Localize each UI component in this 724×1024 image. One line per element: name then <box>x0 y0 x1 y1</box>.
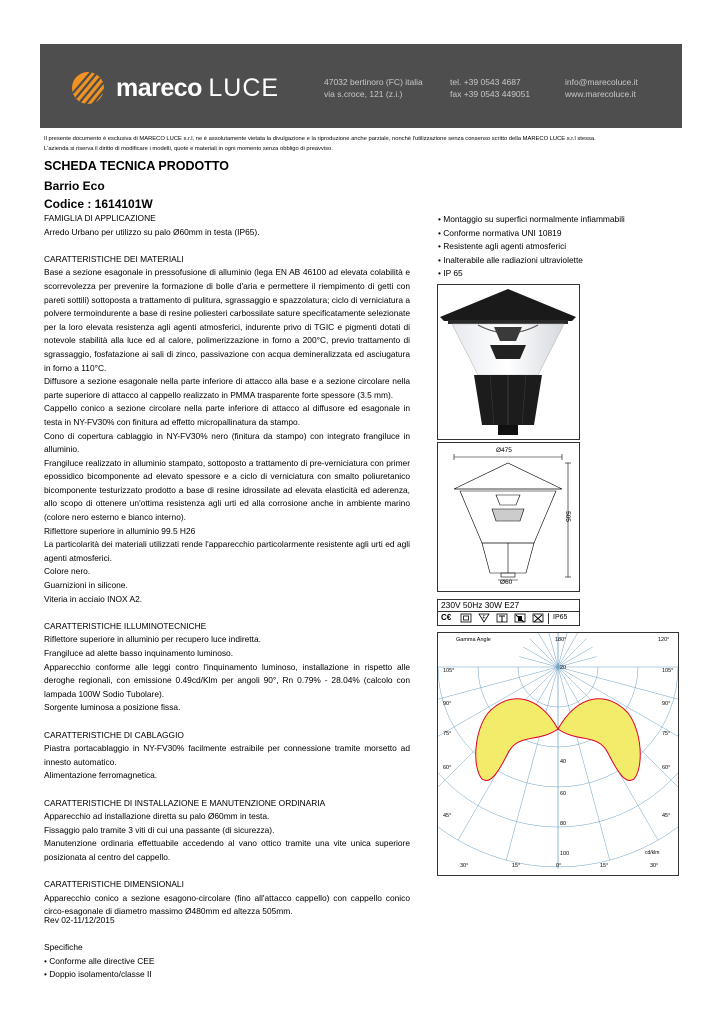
section-text: Frangiluce realizzato in alluminio stampato, sottoposto a trattamento di pre-verniciatura con primer epossidico bicomponente ad elevato spessore e a ciclo di verniciatura con smalto poliuretanico bicomponente testurizzato prodotto a base di resine idrossilate ad elevata elasticità ed aderenza, allo scopo di ottenere un'ottima resistenza agli urti ed alla corrosione anche in ambiente marino (colore nero esterno e bianco interno). <box>44 457 410 523</box>
ce-mark-icon: C€ <box>441 613 452 622</box>
polar-angle-label: 105° <box>443 668 455 674</box>
section-text: Riflettore superiore in alluminio 99.5 H26 <box>44 525 196 536</box>
bottom-angle: 30° <box>460 863 469 869</box>
polar-radial-line <box>519 657 558 667</box>
class-ii-icon <box>460 613 472 623</box>
polar-angle-label: 90° <box>443 701 452 707</box>
polar-angle-label: 75° <box>662 731 671 737</box>
bullet-item: • IP 65 <box>438 268 463 279</box>
dimension-height: 505 <box>563 511 571 522</box>
bullet-item: • Montaggio su superfici normalmente infiammabili <box>438 214 625 224</box>
radial-label: 40 <box>560 759 567 765</box>
section-text: La particolarità dei materiali utilizzati rende l'apparecchio particolarmente resistente agli urti ed agli agenti atmosferici. <box>44 539 410 563</box>
svg-text:F: F <box>482 615 486 621</box>
bullet-item: • Conforme normativa UNI 10819 <box>438 227 562 238</box>
section-title: CARATTERISTICHE DIMENSIONALI <box>44 879 184 890</box>
polar-top-angle: 180° <box>555 637 567 643</box>
email-link[interactable]: info@marecoluce.it <box>565 77 638 87</box>
section-title: CARATTERISTICHE DI CABLAGGIO <box>44 729 184 740</box>
radial-label: 60 <box>560 791 567 797</box>
section-title: CARATTERISTICHE ILLUMINOTECNICHE <box>44 620 207 631</box>
dimension-diameter: Ø475 <box>496 447 512 454</box>
polar-angle-label: 75° <box>443 731 452 737</box>
section-title: CARATTERISTICHE DI INSTALLAZIONE E MANUTENZIONE ORDINARIA <box>44 797 326 808</box>
address-line: 47032 bertinoro (FC) italia <box>324 77 423 87</box>
polar-radial-line <box>506 667 558 860</box>
section-text: Arredo Urbano per utilizzo su palo Ø60mm in testa (IP65). <box>44 226 260 237</box>
section-text: Cappello conico a sezione circolare nella parte inferiore di attacco al diffusore ed esagonale in testa in NY-FV30% con finitura ad effetto micropallinatura da stampo. <box>44 403 410 427</box>
bottom-angle: 0° <box>556 863 562 869</box>
disclaimer-line: Il presente documento è esclusiva di MARECO LUCE s.r.l, ne è assolutamente vietata la divulgazione e la riproduzione anche parziale, nonchè l'utilizzazione senza consenso scritto della MARECO LUCE s.r.l stessa. <box>44 136 596 142</box>
bottom-angle: 15° <box>512 863 521 869</box>
polar-angle-label: 105° <box>662 668 674 674</box>
web-block <box>565 76 638 100</box>
dimension-base: Ø60 <box>500 579 513 586</box>
polar-angle-label: 45° <box>443 813 452 819</box>
section-text: Sorgente luminosa a posizione fissa. <box>44 702 181 713</box>
spec-item: • Conforme alle directive CEE <box>44 955 155 966</box>
section-text: Guarnizioni in silicone. <box>44 580 128 591</box>
section-text: Apparecchio conico a sezione esagono-circolare (fino all'attacco cappello) con cappello conico circo-esagonale di diametro massimo Ø480mm ed altezza 505mm. <box>44 892 410 917</box>
feature-bullets <box>438 213 625 281</box>
polar-diagram <box>437 632 679 876</box>
pole-mount-icon <box>496 613 508 623</box>
polar-angle-label: 90° <box>662 701 671 707</box>
logo-main-text: mareco <box>116 74 202 102</box>
document-heading: SCHEDA TECNICA PRODOTTO <box>44 159 229 173</box>
phone-block <box>450 76 530 100</box>
spec-title: Specifiche <box>44 942 83 953</box>
lamp-drawing-icon <box>438 443 579 591</box>
bottom-angle: 15° <box>600 863 609 869</box>
polar-angle-label: 60° <box>443 765 452 771</box>
company-logo <box>70 68 310 108</box>
section-text: Cono di copertura cablaggio in NY-FV30% nero (finitura da stampo) con integrato frangiluce in alluminio. <box>44 430 410 455</box>
main-text-column <box>44 212 410 919</box>
header-banner <box>40 44 682 128</box>
radial-label: 100 <box>560 851 570 857</box>
phone-line: tel. +39 0543 4687 <box>450 77 521 87</box>
gamma-label: Gamma Angle <box>456 637 491 643</box>
flammable-surface-icon <box>478 613 490 623</box>
fax-line: fax +39 0543 449051 <box>450 89 531 99</box>
footer <box>44 914 154 982</box>
polar-top-angle: 120° <box>658 637 670 643</box>
radial-label: 20 <box>560 665 567 671</box>
product-name: Barrio Eco <box>44 179 105 193</box>
lamp-photo-icon <box>438 285 579 439</box>
section-text: Piastra portacablaggio in NY-FV30% facilmente estraibile per connessione tramite morsetto ad innesto automatico. <box>44 743 410 767</box>
address-block <box>324 76 423 100</box>
logo-sub-text: LUCE <box>208 74 280 102</box>
recycle-icon <box>532 613 544 623</box>
section-text: Manutenzione ordinaria effettuabile accedendo al vano ottico tramite una vite unica superiore posizionata al centro del cappello. <box>44 838 410 862</box>
technical-drawing <box>437 442 580 592</box>
section-text: Riflettore superiore in alluminio per recupero luce indiretta. <box>44 634 261 645</box>
logo-mark-icon <box>70 68 110 108</box>
section-text: Frangiluce ad alette basso inquinamento luminoso. <box>44 648 234 658</box>
ip-rating: IP65 <box>553 614 568 621</box>
section-text: Apparecchio ad installazione diretta su palo Ø60mm in testa. <box>44 811 270 822</box>
radial-label: 80 <box>560 821 567 827</box>
bottom-angle: 30° <box>650 863 659 869</box>
electrical-spec-box <box>437 599 580 626</box>
section-text: Diffusore a sezione esagonale nella parte inferiore di attacco alla base e a sezione circolare nella parte superiore di attacco al cappello realizzato in PMMA trasparente forte spessore (3.5 mm). <box>44 376 410 400</box>
section-text: Fissaggio palo tramite 3 viti di cui una passante (di sicurezza). <box>44 824 275 835</box>
section-text: Apparecchio conforme alle leggi contro l'inquinamento luminoso, installazione in rispetto alle deroghe regionali, con emissione 0.49cd/Klm per angoli 90°, Rn 0.79% - 28.04% (calcolo con lampada 100W Sodio Tubolare). <box>44 661 410 699</box>
polar-grid <box>438 633 678 875</box>
product-code: Codice : 1614101W <box>44 197 153 211</box>
bullet-item: • Resistente agli agenti atmosferici <box>438 241 567 252</box>
section-title: FAMIGLIA DI APPLICAZIONE <box>44 213 156 223</box>
product-photo <box>437 284 580 440</box>
address-line: via s.croce, 121 (z.i.) <box>324 89 403 99</box>
disclaimer-line: L'azienda si riserva il diritto di modificare i modelli, quote e materiali in ogni momento senza obbligo di preavviso. <box>44 146 333 152</box>
spec-item: • Doppio isolamento/classe II <box>44 969 152 980</box>
electrical-spec: 230V 50Hz 30W E27 <box>441 600 520 610</box>
section-text: Alimentazione ferromagnetica. <box>44 770 158 781</box>
no-bin-icon <box>514 613 526 623</box>
website-link[interactable]: www.marecoluce.it <box>565 89 636 99</box>
disclaimer <box>44 134 684 154</box>
unit-label: cd/klm <box>645 850 660 856</box>
section-text: Colore nero. <box>44 566 91 577</box>
polar-angle-label: 45° <box>662 813 671 819</box>
section-text: Base a sezione esagonale in pressofusione di alluminio (lega EN AB 46100 ad elevata colabilità e scorrevolezza per prevenire la formazione di bolle d'aria e permettere il riempimento di getti con pareti sottili) sottoposta a trattamento di pulitura, sgrassaggio e spazzolatura; ciclo di verniciatura a polvere termoindurente a base di resine poliesteri carbossilate sature specificatamente selezionate per la loro elevata resistenza agli agenti atmosferici, indurente privo di TGIC e pigmenti dotati di notevole stabilità alla luce ed al calore, polimerizzazione in forno a 200°C, previo trattamento di sgrassaggio, fosfatazione ai sali di zinco, passivazione con acqua demineralizzata ed asciugatura in forno a 110°C. <box>44 267 410 373</box>
logo-wordmark <box>116 74 279 103</box>
section-title: CARATTERISTICHE DEI MATERIALI <box>44 253 184 264</box>
polar-angle-label: 60° <box>662 765 671 771</box>
section-text: Viteria in acciaio INOX A2. <box>44 593 143 604</box>
bullet-item: • Inalterabile alle radiazioni ultraviolette <box>438 254 583 265</box>
revision: Rev 02-11/12/2015 <box>44 915 115 925</box>
